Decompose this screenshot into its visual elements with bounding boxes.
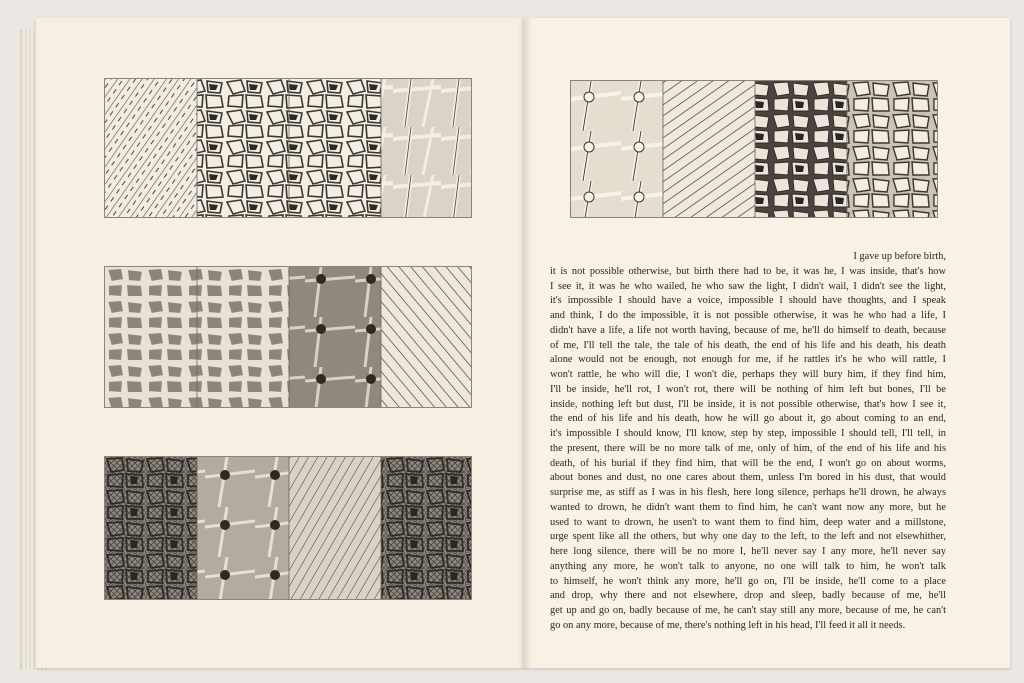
text-line: and drop, why there and not elsewhere, drop and sleep, badly because of me, he'll [550, 590, 946, 602]
etching-plate-3 [104, 456, 472, 600]
etching-image-3 [105, 457, 471, 599]
text-line: surprise me, as stiff as I was in his flesh, here long silence, perhaps he'll drown, he always [550, 487, 946, 498]
text-line: it's impossible I should know, I'll know, step by step, impossible I should tell, I'll tell, in [550, 428, 946, 439]
etching-plate-1 [104, 78, 472, 218]
text-line: urge spent like all the others, but why one day to the left, to the left and not elsewhither, [550, 531, 946, 543]
text-line: about bones and dust, no one cares about them, unless I'm bored in his dust, that would [550, 472, 946, 484]
text-line: and think, I do the impossible, it is not possible otherwise, it was he who had a life, I [550, 310, 946, 321]
text-line: death, of his burial if they find him, that will be the end, I won't go on about worms, [550, 457, 946, 469]
text-line: the end of his life and his death, how he will go about it, go about coming to an end, [550, 413, 946, 425]
text-line: anything any more, he won't talk to anyone, no one will talk to him, he won't talk [550, 560, 946, 572]
text-line: alone would not be enough, not enough for me, if he rattles it's he who will rattle, I [550, 354, 946, 366]
text-line: go on any more, because of me, there's nothing left in his head, I'll feed it all it needs. [550, 619, 906, 631]
text-line: here long silence, there will be no more I, he'll never say I any more, he'll never say [550, 546, 946, 557]
book-gutter [518, 18, 532, 668]
text-line: I gave up before birth, [853, 251, 946, 262]
text-line: get up and go on, badly because of me, he can't stay still any more, because of me, he can't [550, 605, 946, 616]
etching-plate-4 [570, 80, 938, 218]
text-line: inside, nothing left but dust, I'll be inside, it is not possible otherwise, that's how I see it, [550, 398, 946, 410]
text-line: used to want to drown, he usen't to want them to find him, deep water and a millstone, [550, 516, 946, 528]
text-line: didn't have a life, a life not worth having, because of me, he'll do himself to death, because [550, 324, 946, 336]
text-line: to himself, he won't think any more, he'll go on, I'll be inside, he'll come to a place [550, 575, 946, 587]
etching-image-1 [105, 79, 471, 217]
etching-image-2 [105, 267, 471, 407]
text-line: it is not possible otherwise, but birth there had to be, it was he, I was inside, that's how [550, 265, 946, 277]
text-line: won't rattle, he who will die, I won't die, perhaps they will bury him, if they find him, [550, 369, 946, 380]
text-line: I'll be inside, he'll rot, I won't rot, there will be nothing of him left but bones, I'll be [550, 383, 946, 395]
text-line: it's impossible I should have a voice, impossible I should have thoughts, and I speak [550, 295, 946, 307]
text-line: the present, there will be no more talk of me, only of him, of the end of his life and his [550, 442, 946, 454]
etching-image-4 [571, 81, 937, 217]
text-line: I see it, it was he who wailed, he who saw the light, I didn't wail, I didn't see the light, [550, 280, 946, 292]
text-line: wanted to drown, he didn't want them to find him, he can't want now any more, but he [550, 501, 946, 513]
prose-passage [550, 250, 946, 634]
etching-plate-2 [104, 266, 472, 408]
text-line: of me, I'll tell the tale, the tale of his death, the end of his life and his death, his death [550, 339, 946, 351]
